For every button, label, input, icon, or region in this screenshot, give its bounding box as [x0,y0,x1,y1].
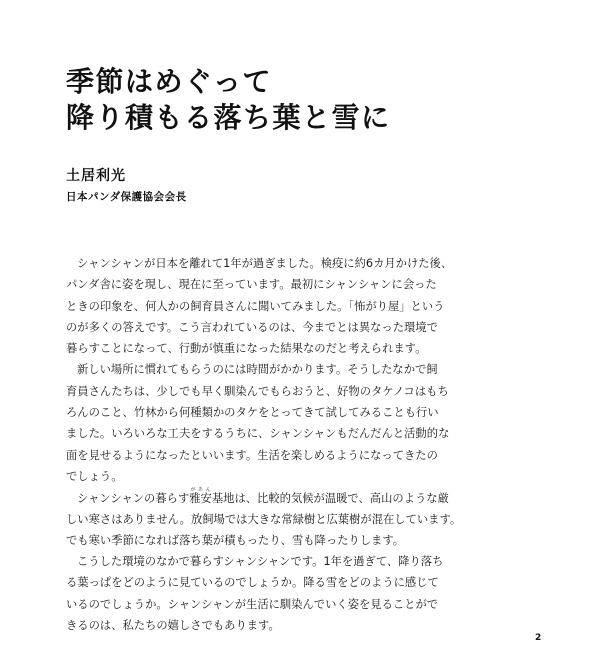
title-line-2: 降り積もる落ち葉と雪に [66,101,391,134]
author-affiliation: 日本パンダ保護協会会長 [66,191,187,203]
body-line: 育員さんたちは、少しでも早く馴染んでもらおうと、好物のタケノコはもち [66,384,449,398]
body-line: る葉っぱをどのように見ているのでしょうか。降る雪をどのように感じて [66,576,439,590]
body-line: でしょう。 [66,469,123,483]
body-line: ました。いろいろな工夫をするうちに、シャンシャンもだんだんと活動的な [66,427,450,441]
body-line: 新しい場所に慣れてもらうのには時間がかかります。そうしたなかで飼 [77,363,438,377]
ruby-annotation [189,487,212,506]
body-line: でも寒い季節になれば落ち葉が積もったり、雪も降ったりします。 [66,533,405,547]
body-line: 面を見せるようになったといいます。生活を楽しめるようになってきたの [66,448,438,462]
body-text-after-ruby: 基地は、比較的気候が温暖で、高山のような厳 [211,492,449,506]
body-line: ろんのこと、竹林から何種類かのタケをとってきて試してみることも行い [66,406,439,420]
article-body [66,253,462,636]
body-line: こうした環境のなかで暮らすシャンシャンです。1年を過ぎて、降り落ち [77,555,444,569]
title-line-1: 季節はめぐって [66,65,272,98]
body-line: きるのは、私たちの嬉しさでもあります。 [66,619,280,633]
body-line: ときの印象を、何人かの飼育員さんに聞いてみました。「怖がり屋」という [66,299,445,313]
body-line: 暮らすことになって、行動が慎重になった結果なのだと考えられます。 [66,342,427,356]
ruby-reading: があん [189,487,212,494]
body-line: しい寒さはありません。放飼場では大きな常緑樹と広葉樹が混在しています。 [66,512,462,526]
body-text-before-ruby: シャンシャンの暮らす [77,492,190,506]
page-number: 2 [535,633,542,643]
body-line: のが多くの答えです。こう言われているのは、今までとは異なった環境で [66,320,438,334]
article-title [66,64,391,136]
body-line: シャンシャンが日本を離れて1年が過ぎました。検疫に約6カ月かけた後、 [77,257,453,270]
author-name: 土居利光 [66,168,126,184]
ruby-base: 雅安 [189,492,212,506]
body-line: いるのでしょうか。シャンシャンが生活に馴染んでいく姿を見ることがで [66,597,439,611]
body-line-with-ruby [66,487,449,508]
body-line: パンダ舎に姿を現し、現在に至っています。最初にシャンシャンに会った [66,278,437,292]
